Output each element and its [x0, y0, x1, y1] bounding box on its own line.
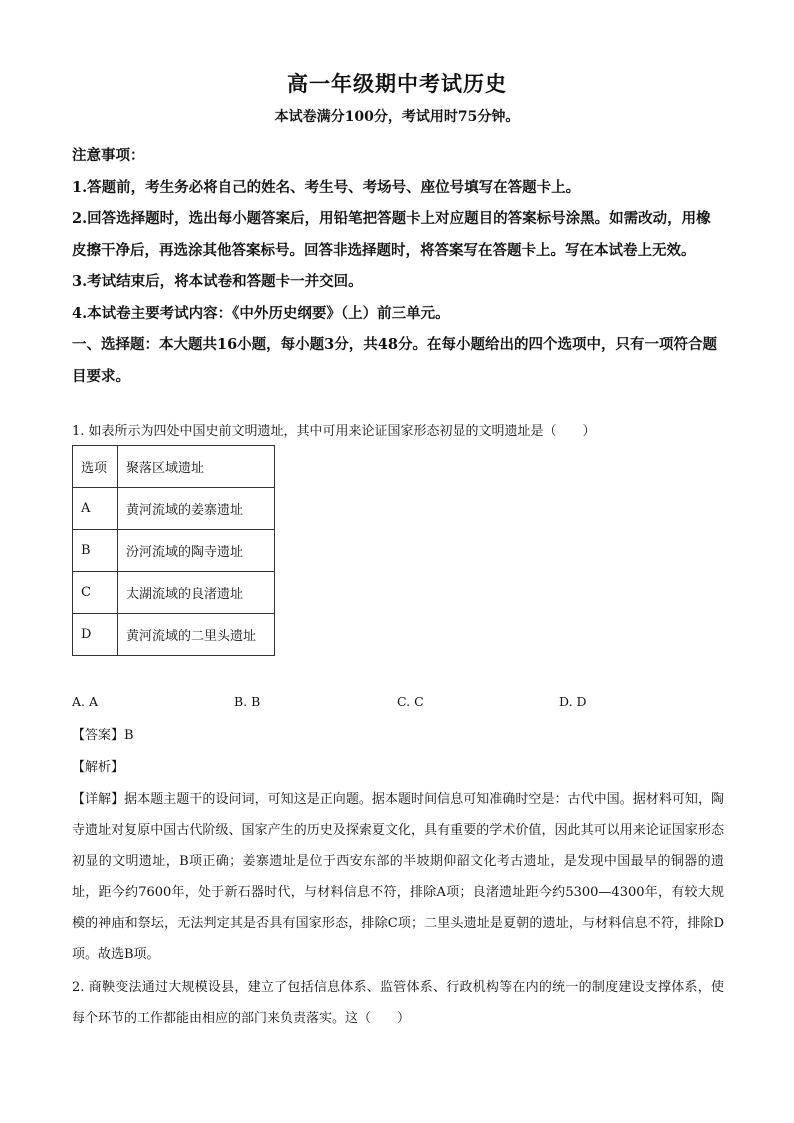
- table-cell: 黄河流域的姜寨遗址: [118, 488, 275, 530]
- table-row: [73, 488, 275, 530]
- instructions: [72, 140, 722, 392]
- instruction-item: 2.回答选择题时，选出每小题答案后，用铅笔把答题卡上对应题目的答案标号涂黑。如需改动，用橡皮擦干净后，再选涂其他答案标号。回答非选择题时，将答案写在答题卡上。写在本试卷上无效。: [72, 210, 711, 259]
- table-row: [73, 530, 275, 572]
- table-cell: A: [73, 488, 118, 530]
- instructions-heading: 注意事项：: [72, 147, 145, 164]
- question-1-options: [72, 694, 732, 714]
- table-cell: 太湖流域的良渚遗址: [118, 572, 275, 614]
- table-row: [73, 572, 275, 614]
- question-1-stem: 1. 如表所示为四处中国史前文明遗址，其中可用来论证国家形态初显的文明遗址是（ ）: [72, 424, 596, 439]
- section-heading: 一、选择题：本大题共16小题，每小题3分，共48分。在每小题给出的四个选项中，只有一项符合题目要求。: [72, 336, 717, 385]
- question-1-table: [72, 445, 275, 656]
- table-row: [73, 614, 275, 656]
- exam-title: 高一年级期中考试历史: [287, 71, 507, 96]
- table-cell: 汾河流域的陶寺遗址: [118, 530, 275, 572]
- instruction-item: 3.考试结束后，将本试卷和答题卡一并交回。: [72, 273, 363, 290]
- table-header-cell: 选项: [73, 446, 118, 488]
- exam-subtitle: 本试卷满分100分，考试用时75分钟。: [274, 109, 520, 125]
- table-cell: B: [73, 530, 118, 572]
- question-1-detail: 【详解】据本题主题干的设问词，可知这是正向题。据本题时间信息可知准确时空是：古代中国。据材料可知，陶寺遗址对复原中国古代阶级、国家产生的历史及探索夏文化，具有重要的学术价值，因此其可以用来论证国家形态初显的文明遗址，B项正确；姜寨遗址是位于西安东部的半坡期仰韶文化考古遗址，是发现中国最早的铜器的遗址，距今约7600年，处于新石器时代，与材料信息不符，排除A项；良渚遗址距今约5300—4300年，有较大规模的神庙和祭坛，无法判定其是否具有国家形态，排除C项；二里头遗址是夏朝的遗址，与材料信息不符，排除D项。故选B项。: [72, 792, 724, 962]
- table-cell: 黄河流域的二里头遗址: [118, 614, 275, 656]
- table-header-row: [73, 446, 275, 488]
- instruction-item: 4.本试卷主要考试内容：《中外历史纲要》（上）前三单元。: [72, 304, 450, 322]
- instruction-item: 1.答题前，考生务必将自己的姓名、考生号、考场号、座位号填写在答题卡上。: [72, 178, 581, 196]
- question-1-answer: 【答案】B: [72, 728, 134, 743]
- table-cell: D: [73, 614, 118, 656]
- table-header-cell: 聚落区域遗址: [118, 446, 275, 488]
- option-d: D. D: [559, 694, 587, 709]
- table-cell: C: [73, 572, 118, 614]
- question-1-analysis-label: 【解析】: [72, 760, 125, 775]
- option-c: C. C: [397, 694, 424, 709]
- question-2-stem: 2. 商鞅变法通过大规模设县，建立了包括信息体系、监管体系、行政机构等在内的统一的制度建设支撑体系，使每个环节的工作都能由相应的部门来负责落实。这（ ）: [72, 980, 724, 1026]
- option-a: A. A: [72, 694, 99, 709]
- option-b: B. B: [234, 694, 261, 709]
